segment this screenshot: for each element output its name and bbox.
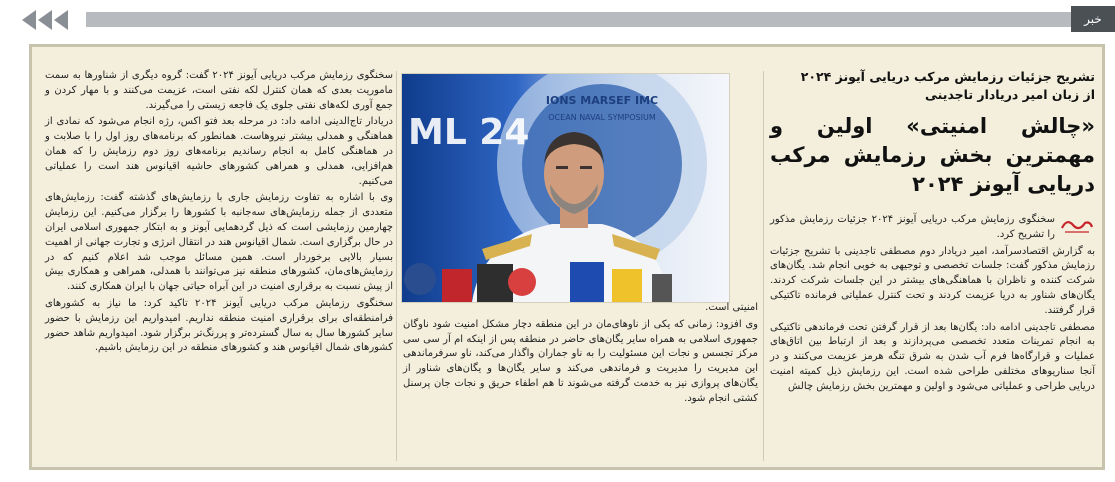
article-frame xyxy=(29,44,1105,470)
article-paragraph: وی افزود: زمانی که یکی از ناوهای‌مان در این منطقه دچار مشکل امنیت شود ناوگان جمهوری اسلامی به همراه سایر یگان‌های حاضر در منطقه پس از اینکه ام آر سی سی مرکز تجسس و نجات این مسئولیت را به ناو جماران واگذار می‌کند، ناو سرفرماندهی این مدیریت را مدیریت و فرماندهی می‌کند و سایر یگان‌ها و یگان‌های شناور از یگان‌های پروازی نیز به خدمت گرفته می‌شوند تا هم اطفاء حریق و نجات جان پرسنل کشتی انجام شود. xyxy=(403,318,758,404)
arrow-left-icon xyxy=(22,10,36,30)
section-arrows xyxy=(22,10,68,30)
article-paragraph: به گزارش اقتصادسرآمد، امیر دریادار دوم مصطفی تاجدینی با تشریح جزئیات رزمایش مذکور گفت: جلسات تخصصی و توجیهی به خوبی انجام شد. یگان‌های شرکت کننده و ناظران با هماهنگی‌های بیشتر در این جلسات شرکت کردند. یگان‌های شناور به دریا عزیمت کردند و تحت کنترل عملیاتی فرمانده تاکتیکی قرار گرفتند. xyxy=(770,245,1095,316)
arrow-left-icon xyxy=(38,10,52,30)
spokesman-photo-image xyxy=(402,74,729,302)
article-paragraph: وی با اشاره به تفاوت رزمایش جاری با رزمایش‌های گذشته گفت: رزمایش‌های متعددی از جمله رزمایش‌های سه‌جانبه با کشورها را برگزار می‌کنیم. این رزمایش چهارمین رزمایشی است که ذیل گردهمایی آیونز و به ابتکار جمهوری اسلامی ایران در حال برگزاری است. شمال اقیانوس هند در انتقال انرژی و تجارت جهانی از اهمیت بسیار بالایی برخوردار است. همین مسائل موجب شد اعلام کنیم که در رزمایش‌های‌مان، کشورهای منطقه نیز می‌توانند با همدلی، همراهی و همکاری بیش از پیش نسبت به برقراری امنیت در این آبراه حیاتی جهان با ایران همکاری کنند. xyxy=(45,192,393,293)
source-logo-icon xyxy=(1059,213,1095,235)
article-photo xyxy=(401,73,730,303)
article-kicker-sub: از زبان امیر دریادار تاجدینی xyxy=(925,87,1095,102)
article-right-column xyxy=(770,67,1095,397)
arrow-left-icon xyxy=(54,10,68,30)
article-kicker: تشریح جزئیات رزمایش مرکب دریایی آیونز ۲۰۲۴ xyxy=(800,69,1095,84)
article-paragraph: سخنگوی رزمایش مرکب دریایی آیونز ۲۰۲۴ تاکید کرد: ما نیاز به کشورهای فرامنطقه‌ای برای برقراری امنیت منطقه نداریم. امیدواریم این رزمایش با حضور سایر کشورها سال به سال گسترده‌تر و پررنگ‌تر برگزار شود. امیدواریم شاهد حضور کشورهای شمال اقیانوس هند و کشورهای منطقه در این رزمایش باشیم. xyxy=(45,297,393,354)
article-paragraph: سخنگوی رزمایش مرکب دریایی آیونز ۲۰۲۴ جزئیات رزمایش مذکور را تشریح کرد. xyxy=(770,214,1055,240)
header-rule xyxy=(86,12,1071,27)
article-paragraph: دریادار تاج‌الدینی ادامه داد: در مرحله بعد فتو اکس، رژه انجام می‌شود که نمادی از هماهنگی و همدلی بیشتر نیروهاست. همانطور که برنامه‌های روز اول را با صلابت و در هماهنگی کامل به انجام رساندیم برنامه‌های روز دوم رزمایش را که همان هم‌افزایی، همدلی و همراهی کشورهای حاشیه اقیانوس هند است را عملیاتی می‌کنیم. xyxy=(45,116,393,187)
article-left-column xyxy=(45,69,393,358)
top-bar xyxy=(0,0,1115,40)
article-headline: «چالش امنیتی» اولین و مهمترین بخش رزمایش مرکب دریایی آیونز ۲۰۲۴ xyxy=(770,114,1095,196)
emblem-subtext: OCEAN NAVAL SYMPOSIUM xyxy=(548,113,656,122)
emblem-text: IONS MARSEF IMC xyxy=(545,94,659,107)
article-paragraph: امنیتی است. xyxy=(705,302,758,313)
article-paragraph: مصطفی تاجدینی ادامه داد: یگان‌ها بعد از قرار گرفتن تحت فرماندهی تاکتیکی به انجام تمرینات متعدد تخصصی می‌پردازند و بعد از ارتباط بین اتاق‌های عملیات و قرارگاه‌ها فرم آب شدن به شرق تنگه هرمز عزیمت می‌کنند و در آنجا سناریوهای مختلفی طراحی شده است. این رزمایش ذیل کمیته امنیت دریایی طراحی و عملیاتی می‌شود و اولین و مهمترین بخش رزمایش چالش xyxy=(770,321,1095,392)
column-divider xyxy=(396,71,397,461)
banner-text: ML 24 xyxy=(408,112,530,153)
section-label: خبر xyxy=(1071,6,1115,32)
article-middle-column xyxy=(403,301,758,409)
column-divider xyxy=(763,71,764,461)
article-paragraph: سخنگوی رزمایش مرکب دریایی آیونز ۲۰۲۴ گفت: گروه دیگری از شناورها به سمت ماموریت بعدی که همان کنترل لکه نفتی است، عزیمت می‌کنند و با مهار کردن و جمع آوری لکه‌های نفتی جلوی یک فاجعه زیستی را می‌گیرند. xyxy=(45,70,393,111)
